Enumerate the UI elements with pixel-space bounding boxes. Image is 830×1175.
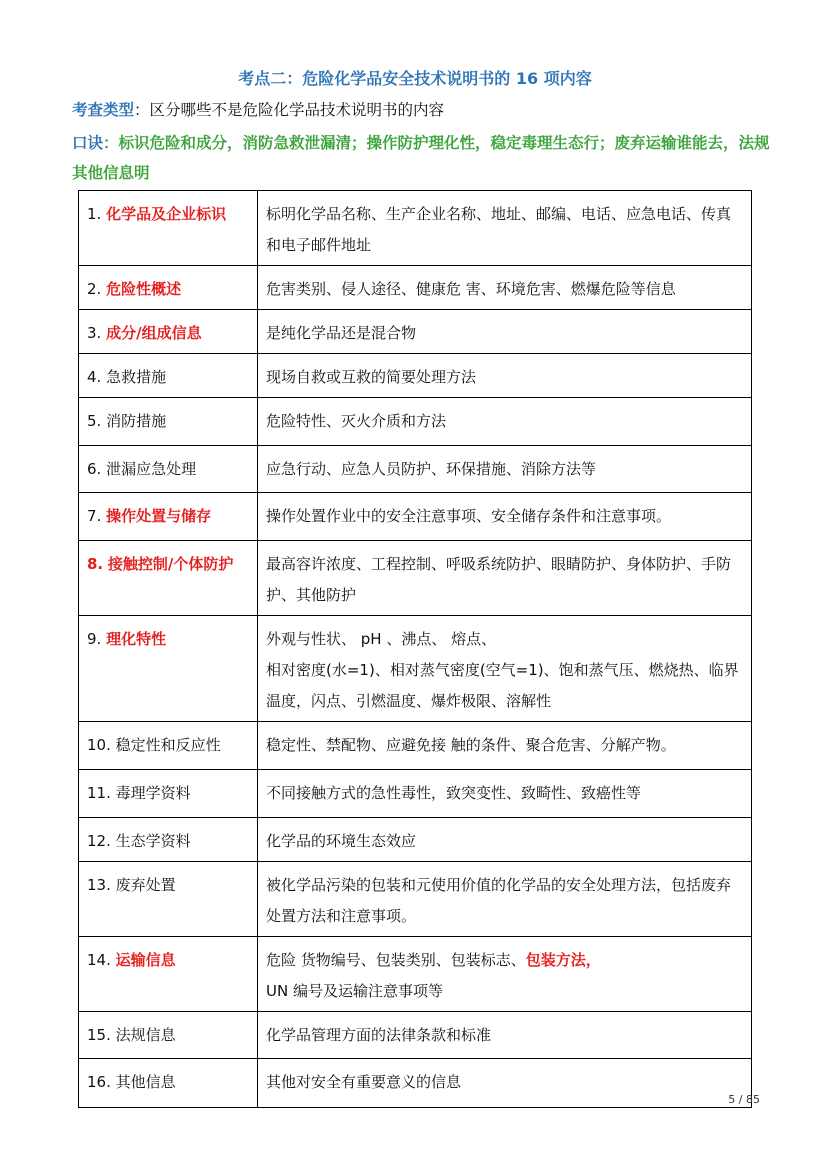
item-description: 化学品的环境生态效应 — [266, 832, 417, 850]
item-description-cell — [258, 493, 752, 541]
item-name: 其他信息 — [115, 1073, 176, 1091]
item-name: 接触控制/个体防护 — [107, 555, 234, 573]
item-number: 15. — [87, 1026, 111, 1044]
item-number: 7. — [87, 507, 102, 525]
item-description: 危险 货物编号、包装类别、包装标志、 — [266, 951, 526, 969]
item-name-cell — [79, 1059, 258, 1108]
item-name: 生态学资料 — [115, 832, 191, 850]
item-number: 16. — [87, 1073, 111, 1091]
item-name-cell — [79, 770, 258, 818]
table-row — [79, 446, 752, 493]
item-description: 危害类别、侵人途径、健康危 害、环境危害、燃爆危险等信息 — [266, 280, 676, 298]
item-description-cell — [258, 446, 752, 493]
item-description-cell — [258, 310, 752, 354]
item-description: 外观与性状、 pH 、沸点、 熔点、 — [266, 630, 497, 648]
item-description-cell — [258, 1059, 752, 1108]
item-description: 化学品管理方面的法律条款和标准 — [266, 1026, 492, 1044]
item-name: 操作处置与储存 — [106, 507, 212, 525]
table-row — [79, 937, 752, 1012]
table-row — [79, 722, 752, 770]
table-row — [79, 818, 752, 862]
item-number: 6. — [87, 460, 102, 478]
item-description-cell — [258, 818, 752, 862]
item-description: 稳定性、禁配物、应避免接 触的条件、聚合危害、分解产物。 — [266, 736, 676, 754]
table-row — [79, 266, 752, 310]
item-description-cell — [258, 770, 752, 818]
page-title: 考点二：危险化学品安全技术说明书的 16 项内容 — [238, 69, 592, 88]
item-name-cell — [79, 266, 258, 310]
exam-type-sep: ： — [134, 101, 150, 119]
item-description-cell — [258, 354, 752, 398]
item-description: 其他对安全有重要意义的信息 — [266, 1073, 462, 1091]
table-row — [79, 770, 752, 818]
exam-type-line — [72, 95, 444, 125]
item-number: 2. — [87, 280, 102, 298]
item-name-cell — [79, 937, 258, 1012]
item-description: 相对密度(水=1)、相对蒸气密度(空气=1)、饱和蒸气压、燃烧热、临界温度，闪点、引燃温度、爆炸极限、溶解性 — [266, 661, 739, 710]
item-name-cell — [79, 398, 258, 446]
item-number: 1. — [87, 205, 102, 223]
item-name-cell — [79, 616, 258, 722]
item-description: 不同接触方式的急性毒性，致突变性、致畸性、致癌性等 — [266, 784, 642, 802]
item-number: 10. — [87, 736, 111, 754]
page-number: 5 / 85 — [728, 1093, 760, 1106]
item-name: 稳定性和反应性 — [115, 736, 221, 754]
table-row — [79, 398, 752, 446]
item-number: 11. — [87, 784, 111, 802]
item-description: 危险特性、灭火介质和方法 — [266, 412, 447, 430]
item-description-cell — [258, 616, 752, 722]
item-name: 急救措施 — [106, 368, 167, 386]
item-description: 现场自救或互救的简要处理方法 — [266, 368, 477, 386]
item-name: 化学品及企业标识 — [106, 205, 227, 223]
item-description: 应急行动、应急人员防护、环保措施、消除方法等 — [266, 460, 597, 478]
item-name-cell — [79, 1012, 258, 1059]
item-number: 3. — [87, 324, 102, 342]
item-name: 危险性概述 — [106, 280, 182, 298]
table-row — [79, 191, 752, 266]
table-row — [79, 354, 752, 398]
item-name-cell — [79, 191, 258, 266]
item-name-cell — [79, 541, 258, 616]
table-row — [79, 310, 752, 354]
table-row — [79, 541, 752, 616]
table-row — [79, 493, 752, 541]
item-name: 理化特性 — [106, 630, 167, 648]
mnemonic-line — [72, 128, 772, 188]
mnemonic-sep: ： — [103, 134, 119, 152]
item-description-cell — [258, 1012, 752, 1059]
item-description: 被化学品污染的包装和元使用价值的化学品的安全处理方法，包括废弃处置方法和注意事项。 — [266, 876, 732, 925]
item-description-cell — [258, 266, 752, 310]
item-name-cell — [79, 862, 258, 937]
item-number: 9. — [87, 630, 102, 648]
item-name: 成分/组成信息 — [106, 324, 202, 342]
mnemonic-label: 口诀 — [72, 134, 104, 152]
table-row — [79, 1059, 752, 1108]
table-row — [79, 862, 752, 937]
item-name: 消防措施 — [106, 412, 167, 430]
item-name-cell — [79, 493, 258, 541]
item-name: 法规信息 — [115, 1026, 176, 1044]
exam-type-label: 考查类型 — [72, 101, 135, 119]
item-number: 5. — [87, 412, 102, 430]
mnemonic-text: 标识危险和成分，消防急救泄漏清；操作防护理化性，稳定毒理生态行；废弃运输谁能去，法规其他信息明 — [72, 134, 770, 182]
table-row — [79, 1012, 752, 1059]
item-number: 8. — [87, 555, 104, 573]
item-number: 13. — [87, 876, 111, 894]
exam-type-text: 区分哪些不是危险化学品技术说明书的内容 — [149, 101, 445, 119]
item-description: 是纯化学品还是混合物 — [266, 324, 417, 342]
item-name: 废弃处置 — [115, 876, 176, 894]
item-description-cell — [258, 398, 752, 446]
item-description-cell — [258, 541, 752, 616]
item-description: 操作处置作业中的安全注意事项、安全储存条件和注意事项。 — [266, 507, 672, 525]
item-name-cell — [79, 446, 258, 493]
item-description: 标明化学品名称、生产企业名称、地址、邮编、电话、应急电话、传真和电子邮件地址 — [266, 205, 732, 254]
item-description-highlight: 包装方法， — [525, 951, 601, 969]
msds-16-items-table — [78, 190, 752, 1108]
item-number: 4. — [87, 368, 102, 386]
item-number: 12. — [87, 832, 111, 850]
item-name: 泄漏应急处理 — [106, 460, 197, 478]
item-description-cell — [258, 937, 752, 1012]
item-description: UN 编号及运输注意事项等 — [266, 982, 443, 1000]
item-description-cell — [258, 191, 752, 266]
item-description-cell — [258, 862, 752, 937]
item-description-cell — [258, 722, 752, 770]
table-row — [79, 616, 752, 722]
item-name: 毒理学资料 — [115, 784, 191, 802]
item-name-cell — [79, 354, 258, 398]
item-number: 14. — [87, 951, 111, 969]
item-description: 最高容许浓度、工程控制、呼吸系统防护、眼睛防护、身体防护、手防护、其他防护 — [266, 555, 732, 604]
item-name-cell — [79, 818, 258, 862]
item-name-cell — [79, 722, 258, 770]
item-name: 运输信息 — [115, 951, 176, 969]
item-name-cell — [79, 310, 258, 354]
